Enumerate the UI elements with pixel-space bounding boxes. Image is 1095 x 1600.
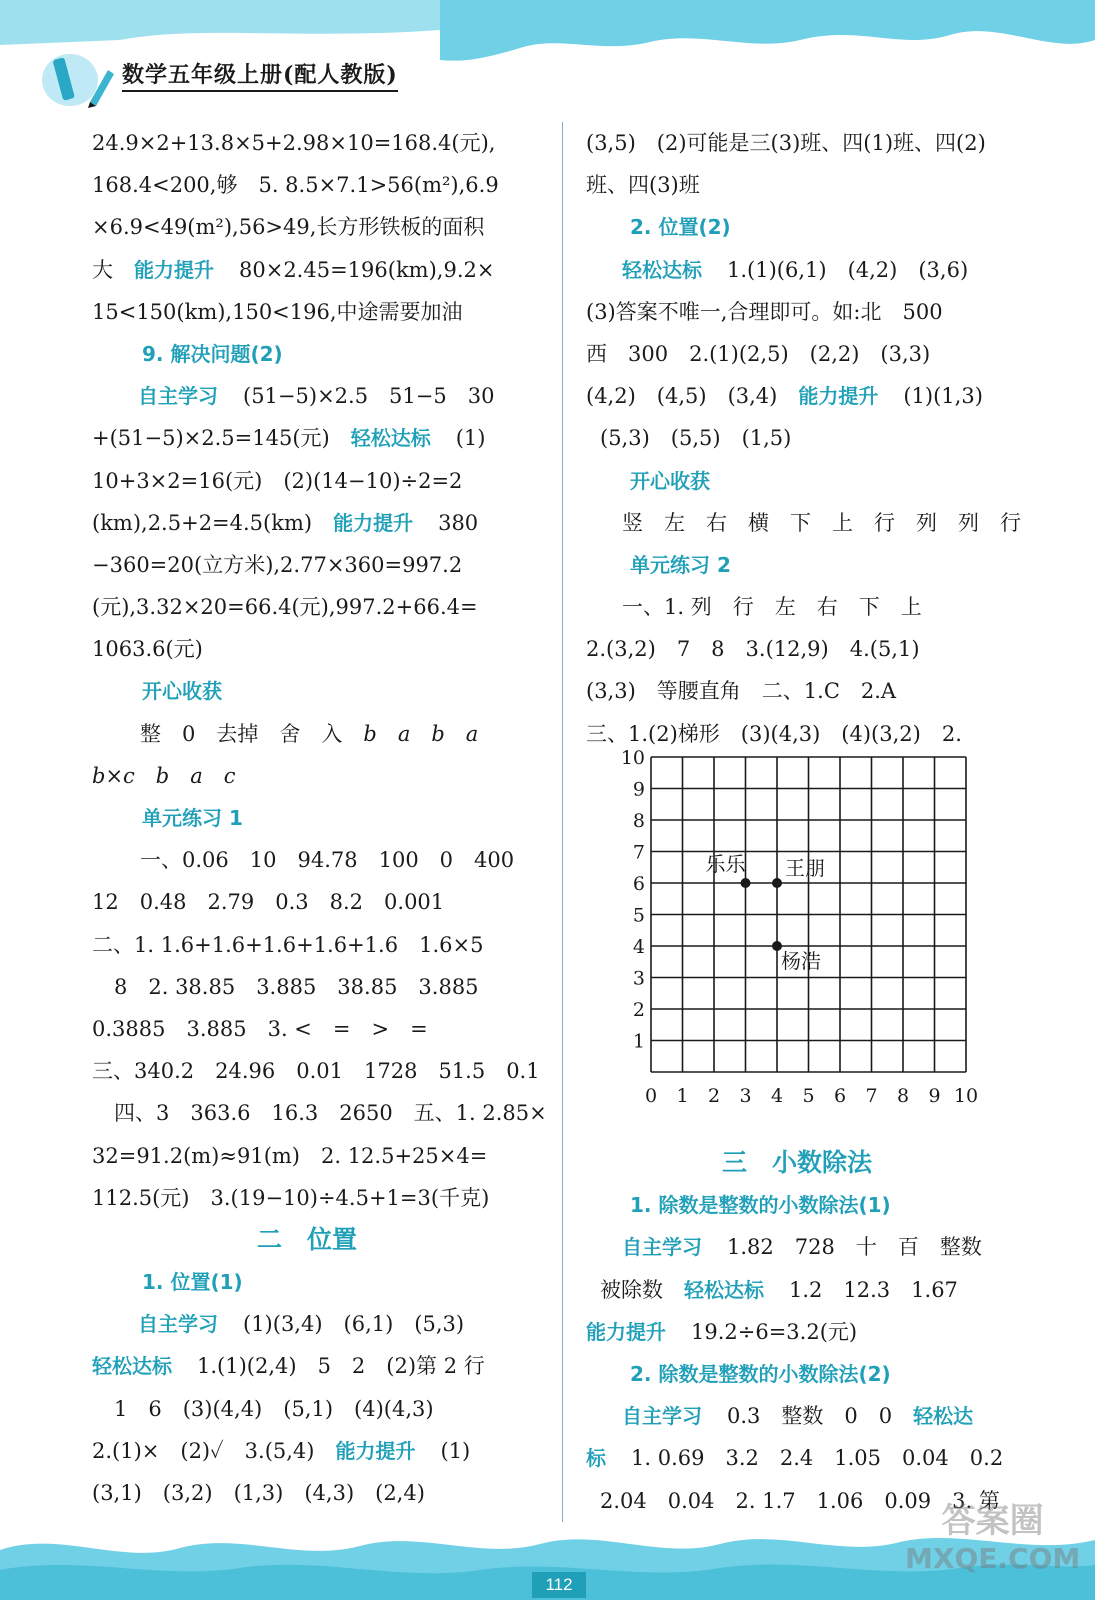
x-tick-label: 3 bbox=[739, 1085, 752, 1107]
x-tick-label: 4 bbox=[770, 1085, 784, 1107]
answer-line: 三、1.(2)梯形 (3)(4,3) (4)(3,2) 2. bbox=[586, 721, 962, 746]
answer-line bbox=[92, 1303, 547, 1345]
answer-text: (1)(3,4) (6,1) (5,3) bbox=[243, 1312, 465, 1337]
page-number: 112 bbox=[532, 1572, 586, 1598]
section-heading: 9. 解决问题(2) bbox=[142, 341, 283, 366]
answer-text: 1.2 12.3 1.67 bbox=[789, 1277, 958, 1302]
answer-line: 8 2. 38.85 3.885 38.85 3.885 bbox=[114, 974, 479, 999]
section-tag: 自主学习 bbox=[622, 1404, 702, 1429]
answer-line bbox=[586, 1395, 1048, 1437]
x-tick-label: 5 bbox=[802, 1085, 815, 1107]
x-tick-label: 10 bbox=[953, 1085, 979, 1107]
answer-line: 2.04 0.04 2. 1.7 1.06 0.09 3. 第 bbox=[600, 1488, 1000, 1513]
answer-line bbox=[92, 1430, 547, 1472]
answer-line: 0.3885 3.885 3. < = > = bbox=[92, 1016, 428, 1041]
answer-line bbox=[586, 1437, 1048, 1479]
answer-line bbox=[92, 375, 547, 417]
answer-line: 32=91.2(m)≈91(m) 2. 12.5+25×4= bbox=[92, 1143, 488, 1168]
answer-text: 被除数 bbox=[600, 1277, 663, 1302]
answer-text: 大 bbox=[92, 257, 113, 282]
answer-line: 二、1. 1.6+1.6+1.6+1.6+1.6 1.6×5 bbox=[92, 932, 484, 957]
answer-line: 168.4<200,够 5. 8.5×7.1>56(m²),6.9 bbox=[92, 173, 499, 198]
y-tick-label: 10 bbox=[620, 747, 645, 769]
section-tag: 轻松达标 bbox=[684, 1277, 764, 1302]
answer-line: ×6.9<49(m²),56>49,长方形铁板的面积 bbox=[92, 215, 485, 240]
section-tag: 能力提升 bbox=[134, 257, 214, 282]
right-column bbox=[586, 122, 1048, 755]
watermark-line: MXQE.COM bbox=[905, 1542, 1081, 1575]
section-tag: 自主学习 bbox=[138, 384, 218, 409]
section-tag: 能力提升 bbox=[586, 1319, 666, 1344]
answer-text: 2.(1)× (2)✓ 3.(5,4) bbox=[92, 1438, 315, 1463]
pencil-logo-icon bbox=[38, 40, 118, 110]
section-heading: 开心收获 bbox=[142, 679, 222, 704]
answer-text: 0.3 整数 0 0 bbox=[727, 1404, 893, 1429]
y-tick-label: 2 bbox=[632, 999, 645, 1021]
section-heading: 1. 位置(1) bbox=[142, 1270, 243, 1295]
answer-line: −360=20(立方米),2.77×360=997.2 bbox=[92, 552, 463, 577]
answer-line bbox=[586, 1226, 1048, 1268]
point-label: 杨浩 bbox=[781, 949, 821, 973]
coordinate-grid bbox=[620, 747, 1020, 1140]
answer-line: 一、0.06 10 94.78 100 0 400 bbox=[140, 848, 515, 873]
section-tag: 能力提升 bbox=[798, 384, 879, 409]
section-tag: 轻松达 bbox=[913, 1404, 974, 1429]
answer-line: (3,5) (2)可能是三(3)班、四(1)班、四(2) bbox=[586, 131, 986, 155]
watermark bbox=[905, 1502, 1080, 1578]
x-tick-label: 1 bbox=[676, 1085, 689, 1107]
answer-line bbox=[92, 713, 547, 755]
y-tick-label: 9 bbox=[632, 778, 645, 801]
section-tag: 轻松达标 bbox=[350, 426, 431, 451]
answer-line: 112.5(元) 3.(19−10)÷4.5+1=3(千克) bbox=[92, 1185, 490, 1210]
answer-line bbox=[586, 1269, 1048, 1311]
answer-line: 班、四(3)班 bbox=[586, 173, 700, 198]
answer-text: 1.(1)(2,4) 5 2 (2)第 2 行 bbox=[197, 1354, 485, 1379]
section-heading: 1. 除数是整数的小数除法(1) bbox=[630, 1193, 891, 1218]
answer-text: 80×2.45=196(km),9.2× bbox=[239, 257, 495, 282]
point-label: 王朋 bbox=[785, 856, 825, 880]
left-column bbox=[92, 122, 547, 1514]
point-label: 乐乐 bbox=[705, 852, 746, 876]
answer-line: 四、3 363.6 16.3 2650 五、1. 2.85× bbox=[114, 1101, 547, 1126]
section-heading: 2. 除数是整数的小数除法(2) bbox=[630, 1361, 891, 1386]
answer-line: 15<150(km),150<196,中途需要加油 bbox=[92, 299, 463, 324]
y-tick-label: 6 bbox=[632, 873, 645, 895]
answer-line bbox=[586, 1311, 1048, 1353]
answer-line: (5,3) (5,5) (1,5) bbox=[600, 426, 792, 451]
answer-line: 2.(3,2) 7 8 3.(12,9) 4.(5,1) bbox=[586, 637, 920, 662]
grid-point bbox=[772, 878, 782, 888]
answer-line: 西 300 2.(1)(2,5) (2,2) (3,3) bbox=[586, 341, 931, 366]
y-tick-label: 4 bbox=[632, 936, 645, 958]
answer-text: (1) bbox=[455, 426, 486, 451]
section-heading: 2. 位置(2) bbox=[630, 215, 731, 240]
answer-line bbox=[586, 375, 1048, 417]
column-divider bbox=[562, 122, 563, 1522]
answer-text: 19.2÷6=3.2(元) bbox=[691, 1319, 858, 1344]
answer-line bbox=[92, 249, 547, 291]
section-tag: 自主学习 bbox=[622, 1235, 702, 1260]
section-heading: 开心收获 bbox=[630, 468, 710, 493]
answer-line bbox=[586, 249, 1048, 291]
answer-text: 1. 0.69 3.2 2.4 1.05 0.04 0.2 bbox=[631, 1446, 1004, 1471]
watermark-line: 答案圈 bbox=[941, 1501, 1044, 1541]
answer-line bbox=[92, 502, 547, 544]
answer-line: 24.9×2+13.8×5+2.98×10=168.4(元), bbox=[92, 131, 496, 155]
answer-line: 10+3×2=16(元) (2)(14−10)÷2=2 bbox=[92, 468, 463, 493]
answer-line: (3,3) 等腰直角 二、1.C 2.A bbox=[586, 679, 897, 704]
section-tag: 能力提升 bbox=[335, 1438, 416, 1463]
grid-point bbox=[741, 878, 751, 888]
book-title: 数学五年级上册(配人教版) bbox=[122, 58, 398, 92]
x-tick-label: 8 bbox=[896, 1085, 910, 1107]
section-tag: 轻松达标 bbox=[92, 1354, 172, 1379]
answer-line: 1063.6(元) bbox=[92, 637, 203, 662]
answer-text: +(51−5)×2.5=145(元) bbox=[92, 426, 330, 451]
answer-text: 1.82 728 十 百 整数 bbox=[727, 1235, 982, 1260]
y-tick-label: 5 bbox=[632, 904, 645, 927]
answer-line bbox=[92, 417, 547, 459]
section-tag: 能力提升 bbox=[333, 510, 414, 535]
section-tag: 自主学习 bbox=[138, 1312, 218, 1337]
section-tag: 轻松达标 bbox=[622, 257, 702, 282]
answer-text: (1)(1,3) bbox=[903, 384, 983, 409]
answer-line: 三、340.2 24.96 0.01 1728 51.5 0.1 bbox=[92, 1059, 540, 1084]
unit-heading: 二 位置 bbox=[257, 1224, 358, 1254]
answer-text: (4,2) (4,5) (3,4) bbox=[586, 384, 778, 409]
section-heading: 单元练习 2 bbox=[630, 552, 731, 577]
y-tick-label: 1 bbox=[632, 1030, 645, 1053]
answer-text: b a b a bbox=[363, 721, 479, 746]
answer-text: (km),2.5+2=4.5(km) bbox=[92, 510, 313, 535]
section-tag: 标 bbox=[586, 1446, 606, 1471]
unit-heading: 三 小数除法 bbox=[722, 1148, 873, 1177]
x-tick-label: 6 bbox=[833, 1085, 847, 1107]
answer-text: 整 0 去掉 舍 入 bbox=[140, 721, 343, 746]
x-tick-label: 2 bbox=[707, 1085, 721, 1107]
section-heading: 单元练习 1 bbox=[142, 806, 243, 830]
y-tick-label: 3 bbox=[632, 967, 645, 990]
answer-line: 1 6 (3)(4,4) (5,1) (4)(4,3) bbox=[114, 1396, 434, 1421]
x-tick-label: 9 bbox=[928, 1085, 941, 1107]
x-tick-label: 7 bbox=[865, 1085, 878, 1107]
x-tick-label: 0 bbox=[644, 1085, 658, 1107]
grid-svg bbox=[620, 747, 1020, 1140]
answer-line: (3,1) (3,2) (1,3) (4,3) (2,4) bbox=[92, 1481, 425, 1505]
answer-text: (1) bbox=[440, 1438, 471, 1463]
y-tick-label: 8 bbox=[632, 810, 645, 832]
right-column-lower bbox=[586, 1142, 1048, 1522]
answer-line bbox=[92, 1345, 547, 1387]
answer-line: (元),3.32×20=66.4(元),997.2+66.4= bbox=[92, 595, 478, 620]
answer-line: 12 0.48 2.79 0.3 8.2 0.001 bbox=[92, 890, 445, 915]
answer-line: 竖 左 右 横 下 上 行 列 列 行 bbox=[622, 510, 1021, 535]
y-tick-label: 7 bbox=[632, 841, 645, 864]
answer-text: 1.(1)(6,1) (4,2) (3,6) bbox=[727, 257, 969, 282]
answer-text: 380 bbox=[438, 510, 479, 535]
answer-line: b×c b a c bbox=[92, 763, 236, 788]
answer-text: (51−5)×2.5 51−5 30 bbox=[243, 384, 495, 409]
answer-line: (3)答案不唯一,合理即可。如:北 500 bbox=[586, 299, 943, 324]
answer-line: 一、1. 列 行 左 右 下 上 bbox=[622, 595, 922, 620]
